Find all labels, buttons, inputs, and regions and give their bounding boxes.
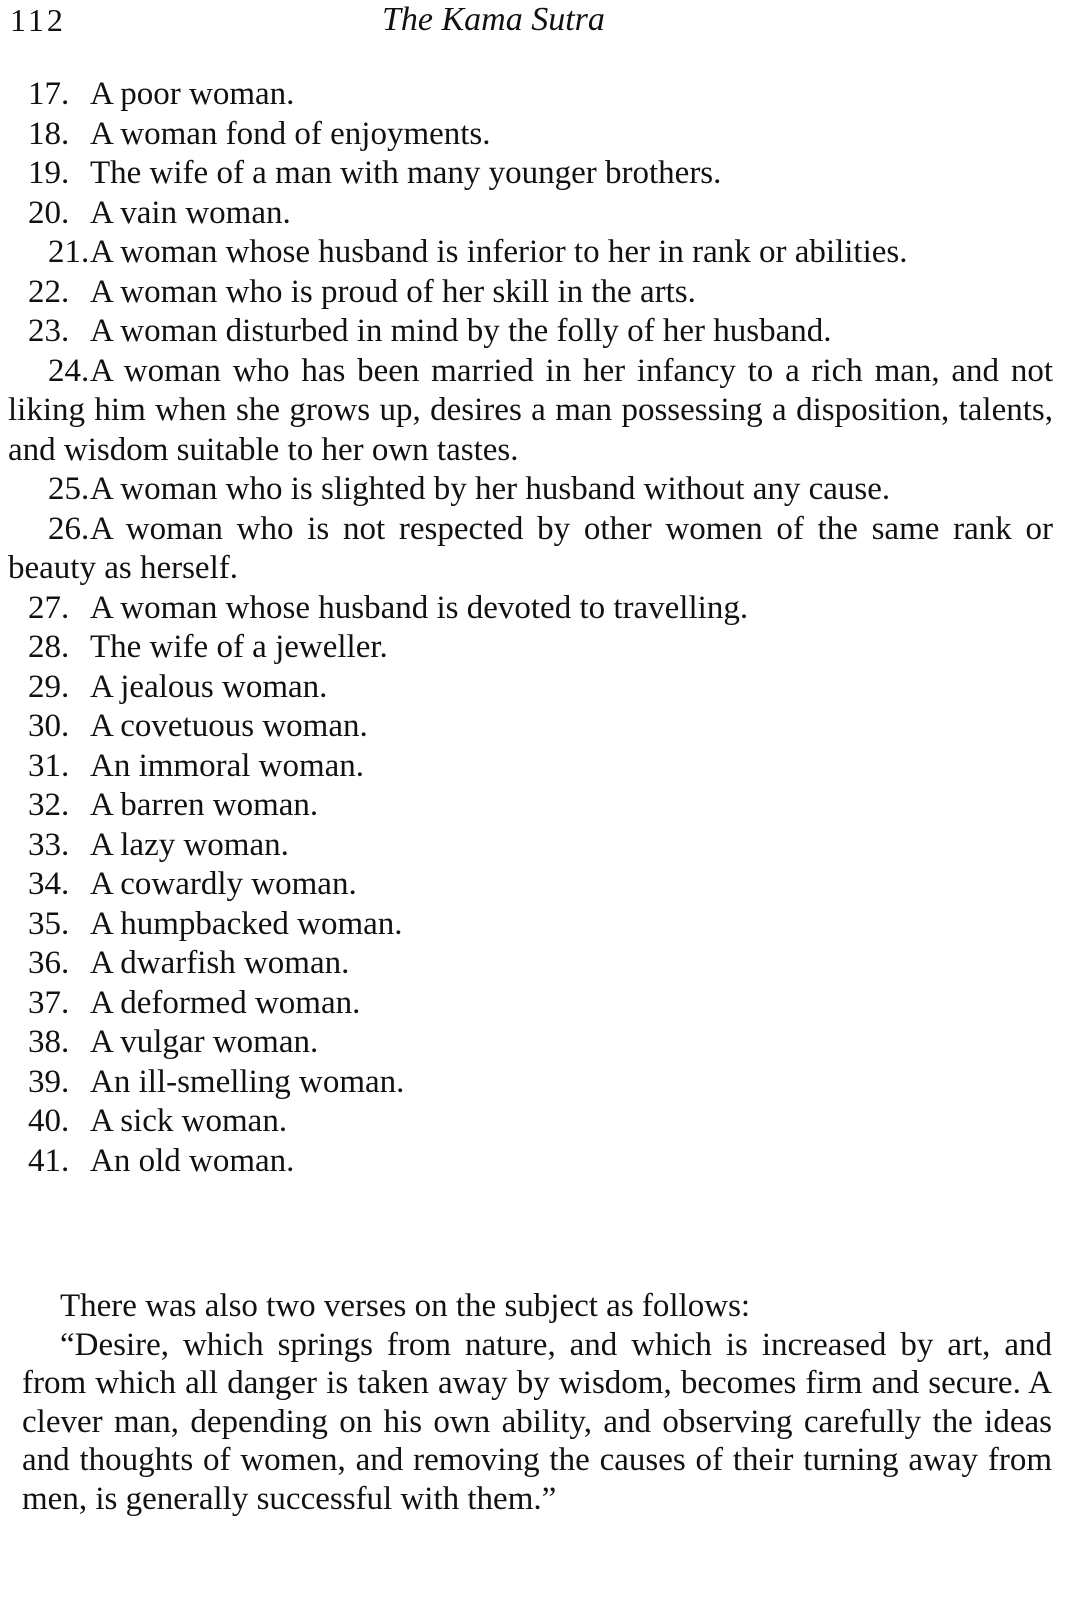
item-text: A woman disturbed in mind by the folly of her husband. [90,313,832,349]
item-text: A vulgar woman. [90,1024,319,1060]
item-text: A woman who is proud of her skill in the arts. [90,273,696,310]
item-number: 33. [28,826,70,863]
list-item [8,273,1053,313]
running-title: The Kama Sutra [382,1,605,38]
item-number: 28. [28,629,70,665]
item-number: 40. [28,1103,70,1139]
item-number: 25. [48,471,90,507]
item-number: 21. [48,234,90,270]
list-item [8,786,1053,826]
item-text: A barren woman. [90,787,319,823]
item-text: A woman who is slighted by her husband without any cause. [90,471,891,507]
item-text: The wife of a jeweller. [90,629,388,665]
item-text: A woman who has been married in her infancy to a rich man, and not liking him when she grows up, desires a man possessing a disposition, talents, and wisdom suitable to her own tastes. [8,352,1053,468]
item-text: The wife of a man with many younger brothers. [90,155,722,191]
list-item [8,1142,1053,1182]
item-number: 26. [48,510,90,547]
verse-section [22,1287,1052,1518]
item-number: 35. [28,905,70,942]
item-number: 38. [28,1024,70,1060]
list-item [8,707,1053,747]
item-text: A woman whose husband is devoted to travelling. [90,589,749,626]
item-text: A woman who is not respected by other women of the same rank or beauty as herself. [8,510,1053,586]
list-item [8,1063,1053,1103]
item-text: A vain woman. [90,194,291,231]
item-text: A jealous woman. [90,668,328,705]
list-item [8,589,1053,629]
item-number: 17. [28,76,70,112]
list-item [8,115,1053,155]
list-item [8,984,1053,1024]
numbered-list [8,75,1053,1181]
item-number: 32. [28,787,70,823]
item-number: 20. [28,194,70,231]
list-item [8,905,1053,945]
item-number: 18. [28,115,70,152]
list-item [8,312,1053,352]
item-text: An immoral woman. [90,747,365,784]
item-text: A dwarfish woman. [90,945,350,981]
list-item [8,1023,1053,1063]
item-text: A poor woman. [90,76,295,112]
list-item [8,865,1053,905]
item-number: 31. [28,747,70,784]
list-item [8,352,1053,471]
item-text: A sick woman. [90,1103,288,1139]
item-text: An old woman. [90,1142,295,1179]
list-item [8,668,1053,708]
item-text: A woman fond of enjoyments. [90,115,491,152]
list-item [8,154,1053,194]
item-text: A humpbacked woman. [90,905,403,942]
item-number: 30. [28,708,70,744]
item-text: A covetuous woman. [90,708,368,744]
item-number: 27. [28,589,70,626]
list-item [8,628,1053,668]
verse-quote: “Desire, which springs from nature, and which is increased by art, and from which all danger is taken away by wisdom, becomes firm and secure. A clever man, depending on his own ability, and observing carefully the ideas and thoughts of women, and removing the causes of their turning away from men, is generally successful with them.” [22,1326,1052,1517]
page-number: 112 [10,2,66,38]
list-item [8,944,1053,984]
item-number: 19. [28,155,70,191]
item-text: A woman whose husband is inferior to her in rank or abilities. [90,234,908,270]
item-number: 23. [28,313,70,349]
item-number: 24. [48,352,90,389]
item-number: 37. [28,984,70,1021]
list-item [8,826,1053,866]
list-item [8,510,1053,589]
item-number: 36. [28,945,70,981]
page-header [10,2,1060,46]
list-item [8,194,1053,234]
list-item [8,75,1053,115]
item-text: A cowardly woman. [90,866,357,902]
verse-intro: There was also two verses on the subject as follows: [60,1288,751,1324]
item-number: 39. [28,1063,70,1100]
list-item [8,470,1053,510]
list-item [8,747,1053,787]
item-text: An ill-smelling woman. [90,1063,405,1100]
item-number: 29. [28,668,70,705]
item-number: 22. [28,273,70,310]
list-item [8,233,1053,273]
list-item [8,1102,1053,1142]
item-text: A lazy woman. [90,826,289,863]
item-number: 34. [28,866,70,902]
item-text: A deformed woman. [90,984,361,1021]
item-number: 41. [28,1142,70,1179]
